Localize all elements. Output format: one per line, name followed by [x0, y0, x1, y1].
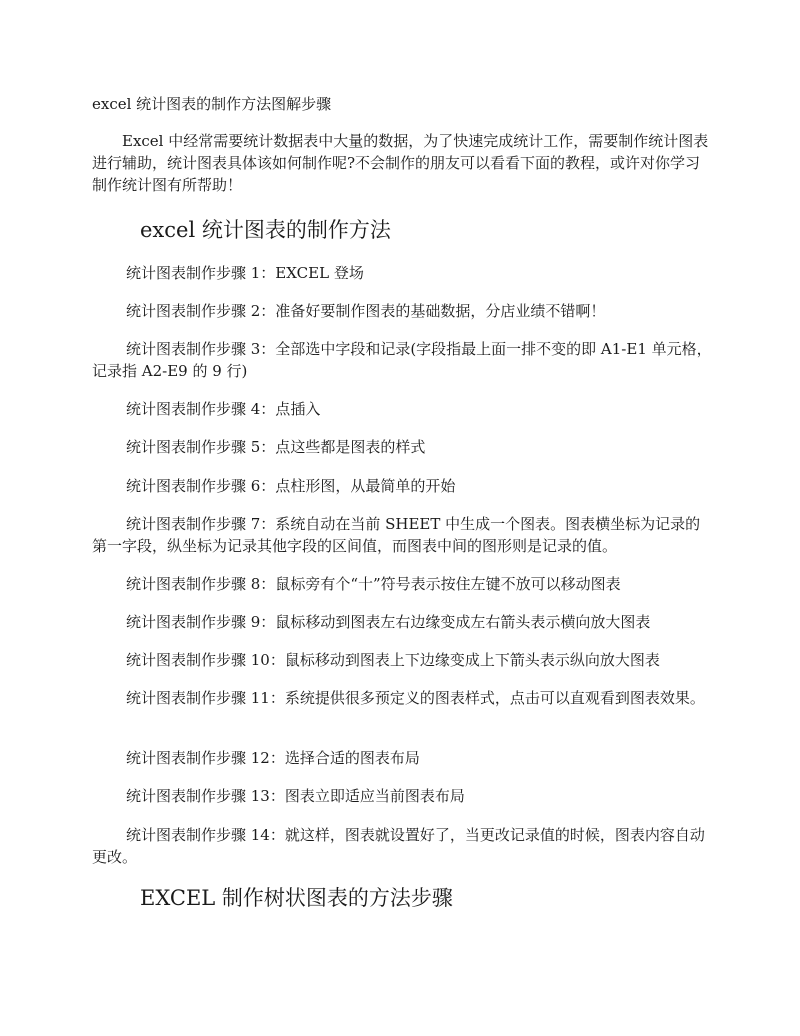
document-title: excel 统计图表的制作方法图解步骤: [92, 95, 332, 113]
step-7: 统计图表制作步骤 7：系统自动在当前 SHEET 中生成一个图表。图表横坐标为记录的第一字段，纵坐标为记录其他字段的区间值，而图表中间的图形则是记录的值。: [92, 515, 701, 555]
step-3: 统计图表制作步骤 3：全部选中字段和记录(字段指最上面一排不变的即 A1-E1 单元格，记录指 A2-E9 的 9 行): [92, 340, 712, 380]
step-12: 统计图表制作步骤 12：选择合适的图表布局: [126, 749, 420, 767]
step-2: 统计图表制作步骤 2：准备好要制作图表的基础数据，分店业绩不错啊！: [126, 302, 606, 320]
step-13: 统计图表制作步骤 13：图表立即适应当前图表布局: [126, 787, 465, 805]
step-1: 统计图表制作步骤 1：EXCEL 登场: [126, 264, 364, 282]
step-14: 统计图表制作步骤 14：就这样，图表就设置好了，当更改记录值的时候，图表内容自动更改。: [92, 826, 705, 866]
step-5: 统计图表制作步骤 5：点这些都是图表的样式: [126, 438, 426, 456]
step-8: 统计图表制作步骤 8：鼠标旁有个“十”符号表示按住左键不放可以移动图表: [126, 575, 621, 593]
section-heading-tree-chart: EXCEL 制作树状图表的方法步骤: [140, 886, 453, 910]
step-11: 统计图表制作步骤 11：系统提供很多预定义的图表样式，点击可以直观看到图表效果。: [126, 689, 705, 707]
intro-paragraph: Excel 中经常需要统计数据表中大量的数据，为了快速完成统计工作，需要制作统计图表进行辅助，统计图表具体该如何制作呢?不会制作的朋友可以看看下面的教程，或许对你学习制作统计图有所帮助！: [92, 132, 709, 194]
step-6: 统计图表制作步骤 6：点柱形图，从最简单的开始: [126, 477, 456, 495]
section-heading-chart-method: excel 统计图表的制作方法: [140, 218, 391, 242]
step-9: 统计图表制作步骤 9：鼠标移动到图表左右边缘变成左右箭头表示横向放大图表: [126, 613, 651, 631]
step-4: 统计图表制作步骤 4：点插入: [126, 400, 321, 418]
step-10: 统计图表制作步骤 10：鼠标移动到图表上下边缘变成上下箭头表示纵向放大图表: [126, 651, 660, 669]
